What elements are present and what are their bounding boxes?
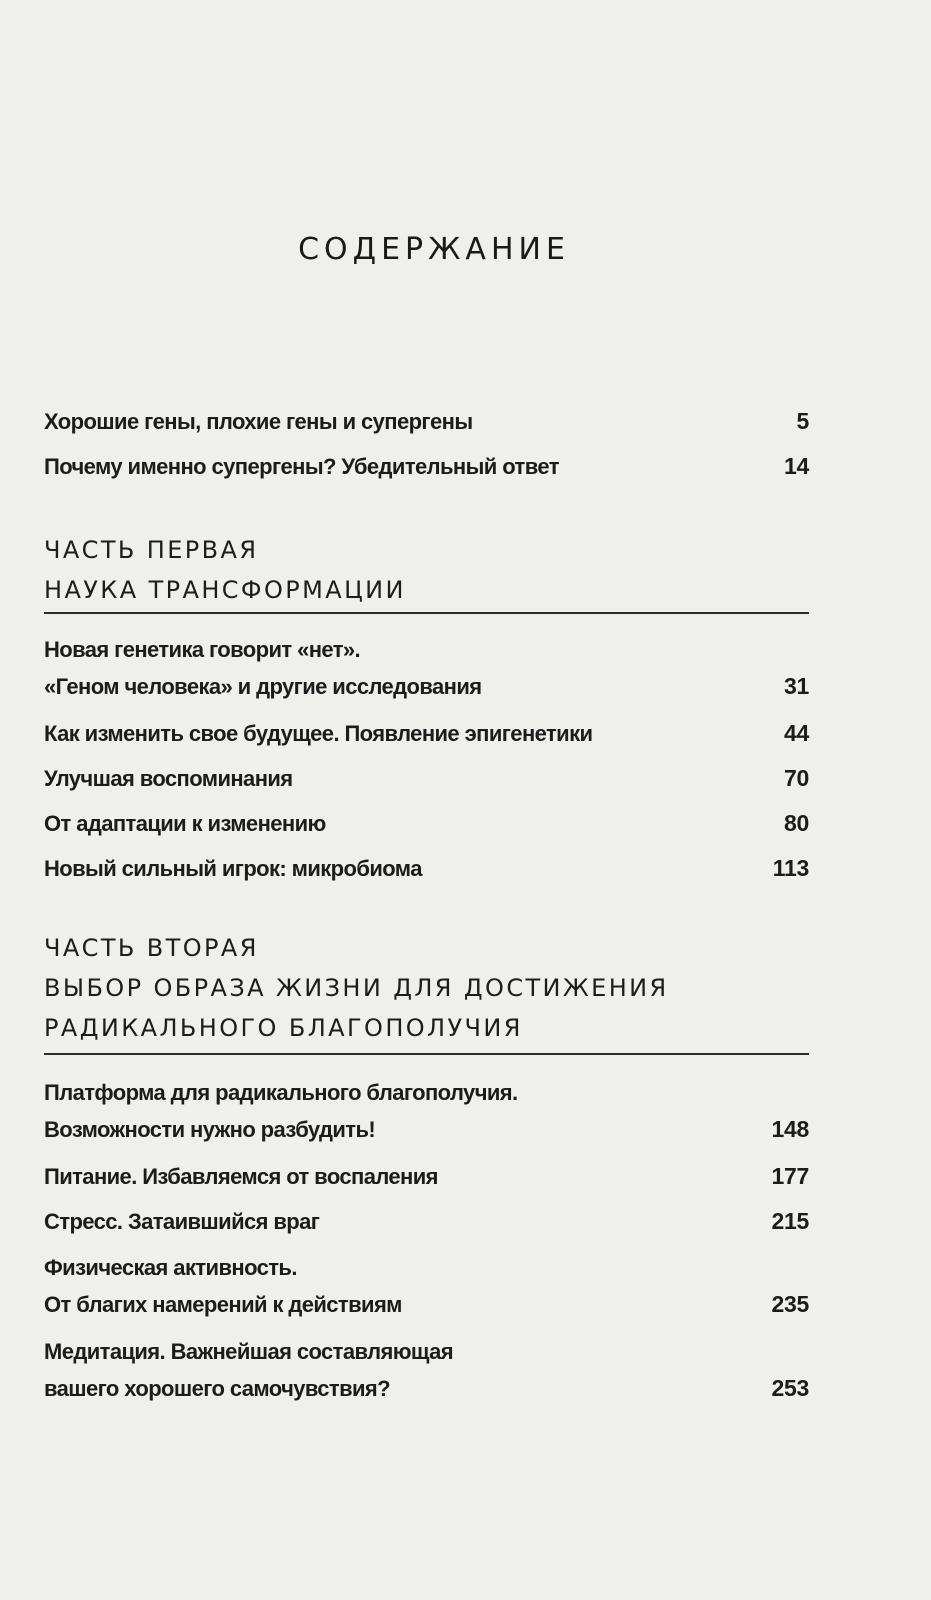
toc-entry — [44, 1333, 809, 1407]
toc-entry — [44, 850, 809, 887]
toc-entry-text: «Геном человека» и другие исследования — [44, 674, 482, 699]
toc-entry — [44, 1074, 809, 1148]
toc-entry — [44, 1203, 809, 1240]
toc-entry — [44, 403, 809, 440]
toc-entry-line — [44, 850, 809, 887]
toc-entry-page: 44 — [784, 720, 809, 746]
toc-entry-text: Стресс. Затаившийся враг — [44, 1209, 320, 1234]
toc-entry-text: Физическая активность. — [44, 1255, 297, 1280]
toc-entry-page: 148 — [771, 1116, 809, 1142]
part-heading — [44, 530, 809, 610]
toc-entry-page: 70 — [784, 765, 809, 791]
toc-entry-page: 215 — [771, 1208, 809, 1234]
toc-entry-text: Как изменить свое будущее. Появление эпигенетики — [44, 721, 593, 746]
toc-entry-page: 31 — [784, 673, 809, 699]
toc-entry-page: 5 — [796, 408, 809, 434]
toc-entry-line — [44, 1249, 809, 1286]
toc-entry-text: Возможности нужно разбудить! — [44, 1117, 376, 1142]
toc-entry-text: Почему именно супергены? Убедительный ответ — [44, 454, 559, 479]
toc-entry-text: Медитация. Важнейшая составляющая — [44, 1339, 454, 1364]
toc-entry-line — [44, 1370, 809, 1407]
toc-entry-line — [44, 1286, 809, 1323]
part-name: РАДИКАЛЬНОГО БЛАГОПОЛУЧИЯ — [44, 1014, 523, 1042]
part-heading — [44, 928, 809, 1048]
toc-entry — [44, 448, 809, 485]
toc-entry-line — [44, 805, 809, 842]
toc-entry-text: Улучшая воспоминания — [44, 766, 293, 791]
toc-entry-text: вашего хорошего самочувствия? — [44, 1376, 390, 1401]
toc-entry-line — [44, 1333, 809, 1370]
part-label: ЧАСТЬ ПЕРВАЯ — [44, 536, 259, 564]
part-label: ЧАСТЬ ВТОРАЯ — [44, 934, 259, 962]
toc-entry-page: 253 — [771, 1375, 809, 1401]
part-name: НАУКА ТРАНСФОРМАЦИИ — [44, 576, 406, 604]
toc-entry — [44, 805, 809, 842]
toc-entry-line — [44, 760, 809, 797]
toc-entry — [44, 715, 809, 752]
toc-entry-text: Платформа для радикального благополучия. — [44, 1080, 518, 1105]
divider — [44, 1053, 809, 1055]
toc-entry-text: Новая генетика говорит «нет». — [44, 637, 361, 662]
toc-entry-page: 177 — [771, 1163, 809, 1189]
toc-entry — [44, 1249, 809, 1323]
toc-entry — [44, 1158, 809, 1195]
toc-entry-text: От адаптации к изменению — [44, 811, 326, 836]
page-title: СОДЕРЖАНИЕ — [298, 232, 570, 267]
toc-entry-line — [44, 715, 809, 752]
divider — [44, 612, 809, 614]
toc-entry-page: 14 — [784, 453, 809, 479]
toc-entry-line — [44, 1074, 809, 1111]
toc-entry — [44, 631, 809, 705]
toc-entry-page: 80 — [784, 810, 809, 836]
part-name: ВЫБОР ОБРАЗА ЖИЗНИ ДЛЯ ДОСТИЖЕНИЯ — [44, 974, 669, 1002]
toc-entry-line — [44, 403, 809, 440]
toc-entry — [44, 760, 809, 797]
toc-entry-line — [44, 631, 809, 668]
toc-entry-text: Питание. Избавляемся от воспаления — [44, 1164, 438, 1189]
toc-entry-line — [44, 1158, 809, 1195]
toc-entry-text: Хорошие гены, плохие гены и супергены — [44, 409, 473, 434]
toc-entry-text: От благих намерений к действиям — [44, 1292, 402, 1317]
toc-entry-line — [44, 1203, 809, 1240]
toc-entry-page: 235 — [771, 1291, 809, 1317]
toc-entry-line — [44, 668, 809, 705]
toc-entry-line — [44, 1111, 809, 1148]
toc-entry-text: Новый сильный игрок: микробиома — [44, 856, 422, 881]
toc-entry-page: 113 — [772, 855, 809, 881]
toc-entry-line — [44, 448, 809, 485]
